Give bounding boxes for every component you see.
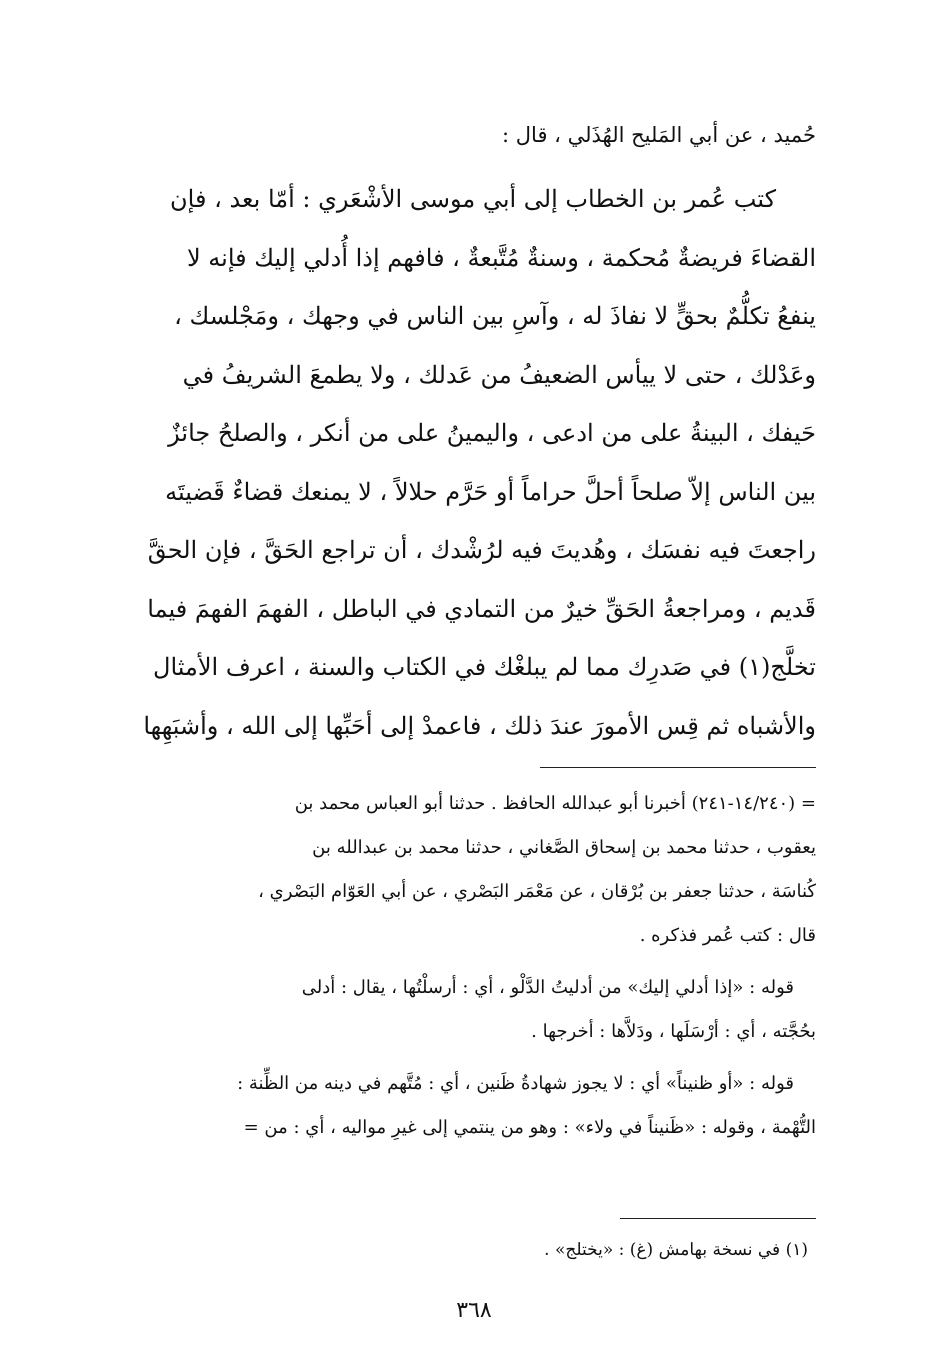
notes-separator xyxy=(540,767,816,768)
main-text-line: والأشباه ثم قِس الأمورَ عندَ ذلك ، فاعمدْ إلى أحَبِّها إلى الله ، وأشبَهِها xyxy=(143,711,816,740)
footnote-separator xyxy=(620,1218,816,1219)
note-line: يعقوب ، حدثنا محمد بن إسحاق الصَّغاني ، حدثنا محمد بن عبدالله بن xyxy=(312,837,816,858)
notes-section xyxy=(96,782,816,1150)
main-text-line: وعَدْلك ، حتى لا ييأس الضعيفُ من عَدلك ، ولا يطمعَ الشريفُ في xyxy=(182,360,816,389)
note-line: قوله : «أو ظنيناً» أي : لا يجوز شهادةُ ظَنين ، أي : مُتَّهم في دينه من الظِّنة : xyxy=(237,1073,794,1094)
page-number: ٣٦٨ xyxy=(456,1298,492,1323)
opening-text: حُميد ، عن أبي المَليح الهُذَلي ، قال : xyxy=(502,123,816,147)
main-text-line: القضاءَ فريضةٌ مُحكمة ، وسنةٌ مُتَّبعةٌ ، فافهم إذا أُدلي إليك فإنه لا xyxy=(186,243,816,272)
main-text xyxy=(96,170,816,755)
opening-line xyxy=(96,110,816,160)
main-text-line: راجعتَ فيه نفسَك ، وهُديتَ فيه لرُشْدك ، أن تراجع الحَقَّ ، فإن الحقَّ xyxy=(147,536,816,564)
main-text-line: كتب عُمر بن الخطاب إلى أبي موسى الأشْعَري : أمّا بعد ، فإن xyxy=(170,185,776,213)
note-line: كُناسَة ، حدثنا جعفر بن بُرْقان ، عن مَعْمَر البَصْري ، عن أبي العَوّام البَصْري ، xyxy=(258,881,816,902)
main-text-line: حَيفك ، البينةُ على من ادعى ، واليمينُ على من أنكر ، والصلحُ جائزٌ xyxy=(168,419,816,447)
note-line: = (١٤/٢٤٠-٢٤١) أخبرنا أبو عبدالله الحافظ . حدثنا أبو العباس محمد بن xyxy=(294,793,816,814)
main-text-line: بين الناس إلاّ صلحاً أحلَّ حراماً أو حَرَّم حلالاً ، لا يمنعك قضاءٌ قَضيتَه xyxy=(165,477,816,506)
note-line: التُّهْمة ، وقوله : «ظَنيناً في ولاء» : وهو من ينتمي إلى غيرِ مواليه ، أي : من = xyxy=(243,1117,816,1138)
footnote-section xyxy=(96,1230,816,1270)
note-line: بحُجَّته ، أي : أرْسَلَها ، ودَلاَّها : أخرجها . xyxy=(531,1021,816,1042)
main-text-line: قَديم ، ومراجعةُ الحَقِّ خيرٌ من التمادي في الباطل ، الفهمَ الفهمَ فيما xyxy=(147,594,816,623)
main-text-line: ينفعُ تكلُّمٌ بحقٍّ لا نفاذَ له ، وآسِ بين الناس في وجهك ، ومَجْلسك ، xyxy=(174,302,816,330)
main-text-line: تخلَّج(١) في صَدرِك مما لم يبلغْك في الكتاب والسنة ، اعرف الأمثال xyxy=(153,653,816,681)
note-line: قال : كتب عُمر فذكره . xyxy=(639,925,816,946)
note-line: قوله : «إذا أدلي إليك» من أدليتُ الدَّلْو ، أي : أرسلْتُها ، يقال : أدلى xyxy=(301,977,794,998)
footnote-line: (١) في نسخة بهامش (غ) : «يختلج» . xyxy=(544,1240,808,1260)
